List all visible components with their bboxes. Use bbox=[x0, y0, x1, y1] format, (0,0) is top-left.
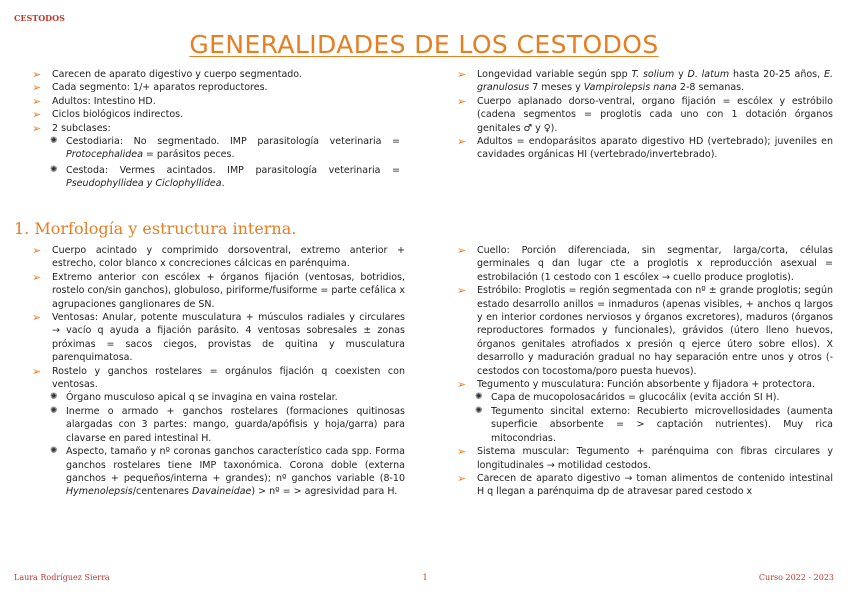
sub-list-item: ✺ Cestodiaria: No segmentado. IMP parasitología veterinaria = Protocephalidea = parásitos peces. bbox=[30, 135, 400, 162]
sub-list-item: ✺ Órgano musculoso apical q se invagina en vaina rostelar. bbox=[30, 391, 405, 404]
list-item: ➢ Cuello: Porción diferenciada, sin segmentar, larga/corta, células germinales q dan lugar cte a proglotis x reproducción asexual = estrobilación (1 cestodo con 1 escólex → cuello produce proglotis). bbox=[455, 244, 833, 284]
list-item: ➢ Cada segmento: 1/+ aparatos reproductores. bbox=[30, 81, 400, 94]
sub-list-item: ✺ Cestoda: Vermes acintados. IMP parasitología veterinaria = Pseudophyllidea y Ciclophyllidea. bbox=[30, 164, 400, 191]
morph-right-column bbox=[455, 244, 833, 499]
page-title: GENERALIDADES DE LOS CESTODOS bbox=[189, 30, 659, 59]
list-item: ➢ 2 subclases: bbox=[30, 122, 400, 135]
section-heading: 1. Morfología y estructura interna. bbox=[14, 219, 297, 238]
sub-list-item: ✺ Inerme o armado + ganchos rostelares (formaciones quitinosas alargadas con 3 partes: mango, guarda/apófisis y hoja/garra) para clavarse en pared intestinal H. bbox=[30, 405, 405, 445]
list-item: ➢ Cuerpo acintado y comprimido dorsoventral, extremo anterior + estrecho, color blanco x concreciones cálcicas en parénquima. bbox=[30, 244, 405, 271]
list-item: ➢ Adultos: Intestino HD. bbox=[30, 95, 400, 108]
list-item: ➢ Tegumento y musculatura: Función absorbente y fijadora + protectora. bbox=[455, 378, 833, 391]
footer-page-number: 1 bbox=[422, 573, 428, 582]
list-item: ➢ Ventosas: Anular, potente musculatura + músculos radiales y circulares → vacío q ayuda a fijación parásito. 4 ventosas sobresales ± zonas próximas = sacos ciegos, provistas de quitina y musculatura parenquimatosa. bbox=[30, 311, 405, 365]
sub-list-item: ✺ Tegumento sincital externo: Recubierto microvellosidades (aumenta superficie absorbente = > captación nutrientes). Muy rica mitocondrias. bbox=[455, 405, 833, 445]
list-item: ➢ Rostelo y ganchos rostelares = orgánulos fijación q coexisten con ventosas. bbox=[30, 365, 405, 392]
list-item: ➢ Extremo anterior con escólex + órganos fijación (ventosas, botridios, rostelo con/sin ganchos), globuloso, piriforme/fusiforme = parte cefálica x agrupaciones ganglionares de SN. bbox=[30, 271, 405, 311]
list-item: ➢ Sistema muscular: Tegumento + parénquima con fibras circulares y longitudinales → motilidad cestodos. bbox=[455, 445, 833, 472]
list-item: ➢ Cuerpo aplanado dorso-ventral, organo fijación = escólex y estróbilo (cadena segmentos = proglotis cada uno con 1 dotación órganos genitales ♂ y ♀). bbox=[455, 95, 833, 135]
list-item: ➢ Adultos = endoparásitos aparato digestivo HD (vertebrado); juveniles en cavidades orgánicas HI (vertebrado/invertebrado). bbox=[455, 135, 833, 162]
intro-left-column bbox=[30, 68, 400, 191]
sub-list-item: ✺ Aspecto, tamaño y nº coronas ganchos característico cada spp. Forma ganchos rostelares tiene IMP taxonómica. Corona doble (externa ganchos + pequeños/interna + grandes); nº ganchos variable (8-10 Hymenolepsis/centenares Davaineidae) > nº = > agresividad para H. bbox=[30, 445, 405, 499]
list-item: ➢ Carecen de aparato digestivo y cuerpo segmentado. bbox=[30, 68, 400, 81]
footer-author: Laura Rodríguez Sierra bbox=[14, 573, 110, 582]
running-header: CESTODOS bbox=[14, 13, 65, 23]
footer-course: Curso 2022 - 2023 bbox=[758, 573, 834, 582]
sub-list-item: ✺ Capa de mucopolosacáridos = glucocálix (evita acción SI H). bbox=[455, 391, 833, 404]
list-item: ➢ Estróbilo: Proglotis = región segmentada con nº ± grande proglotis; según estado desarrollo anillos = inmaduros (apenas visibles, + anchos q largos y en interior cordones nerviosos y órganos excretores), maduros (órganos reproductores formados y funcionales), grávidos (útero lleno huevos, órganos genitales atrofiados x presión q ejerce útero sobre ellos). X desarrollo y maduración gradual no hay separación entre unos y otros (- cestodos con tocostoma/poro puesta huevos). bbox=[455, 284, 833, 378]
morph-left-column bbox=[30, 244, 405, 499]
list-item: ➢ Longevidad variable según spp T. solium y D. latum hasta 20-25 años, E. granulosus 7 meses y Vampirolepsis nana 2-8 semanas. bbox=[455, 68, 833, 95]
list-item: ➢ Ciclos biológicos indirectos. bbox=[30, 108, 400, 121]
intro-right-column bbox=[455, 68, 833, 162]
list-item: ➢ Carecen de aparato digestivo → toman alimentos de contenido intestinal H q llegan a parénquima dp de atravesar pared cestodo x bbox=[455, 472, 833, 499]
